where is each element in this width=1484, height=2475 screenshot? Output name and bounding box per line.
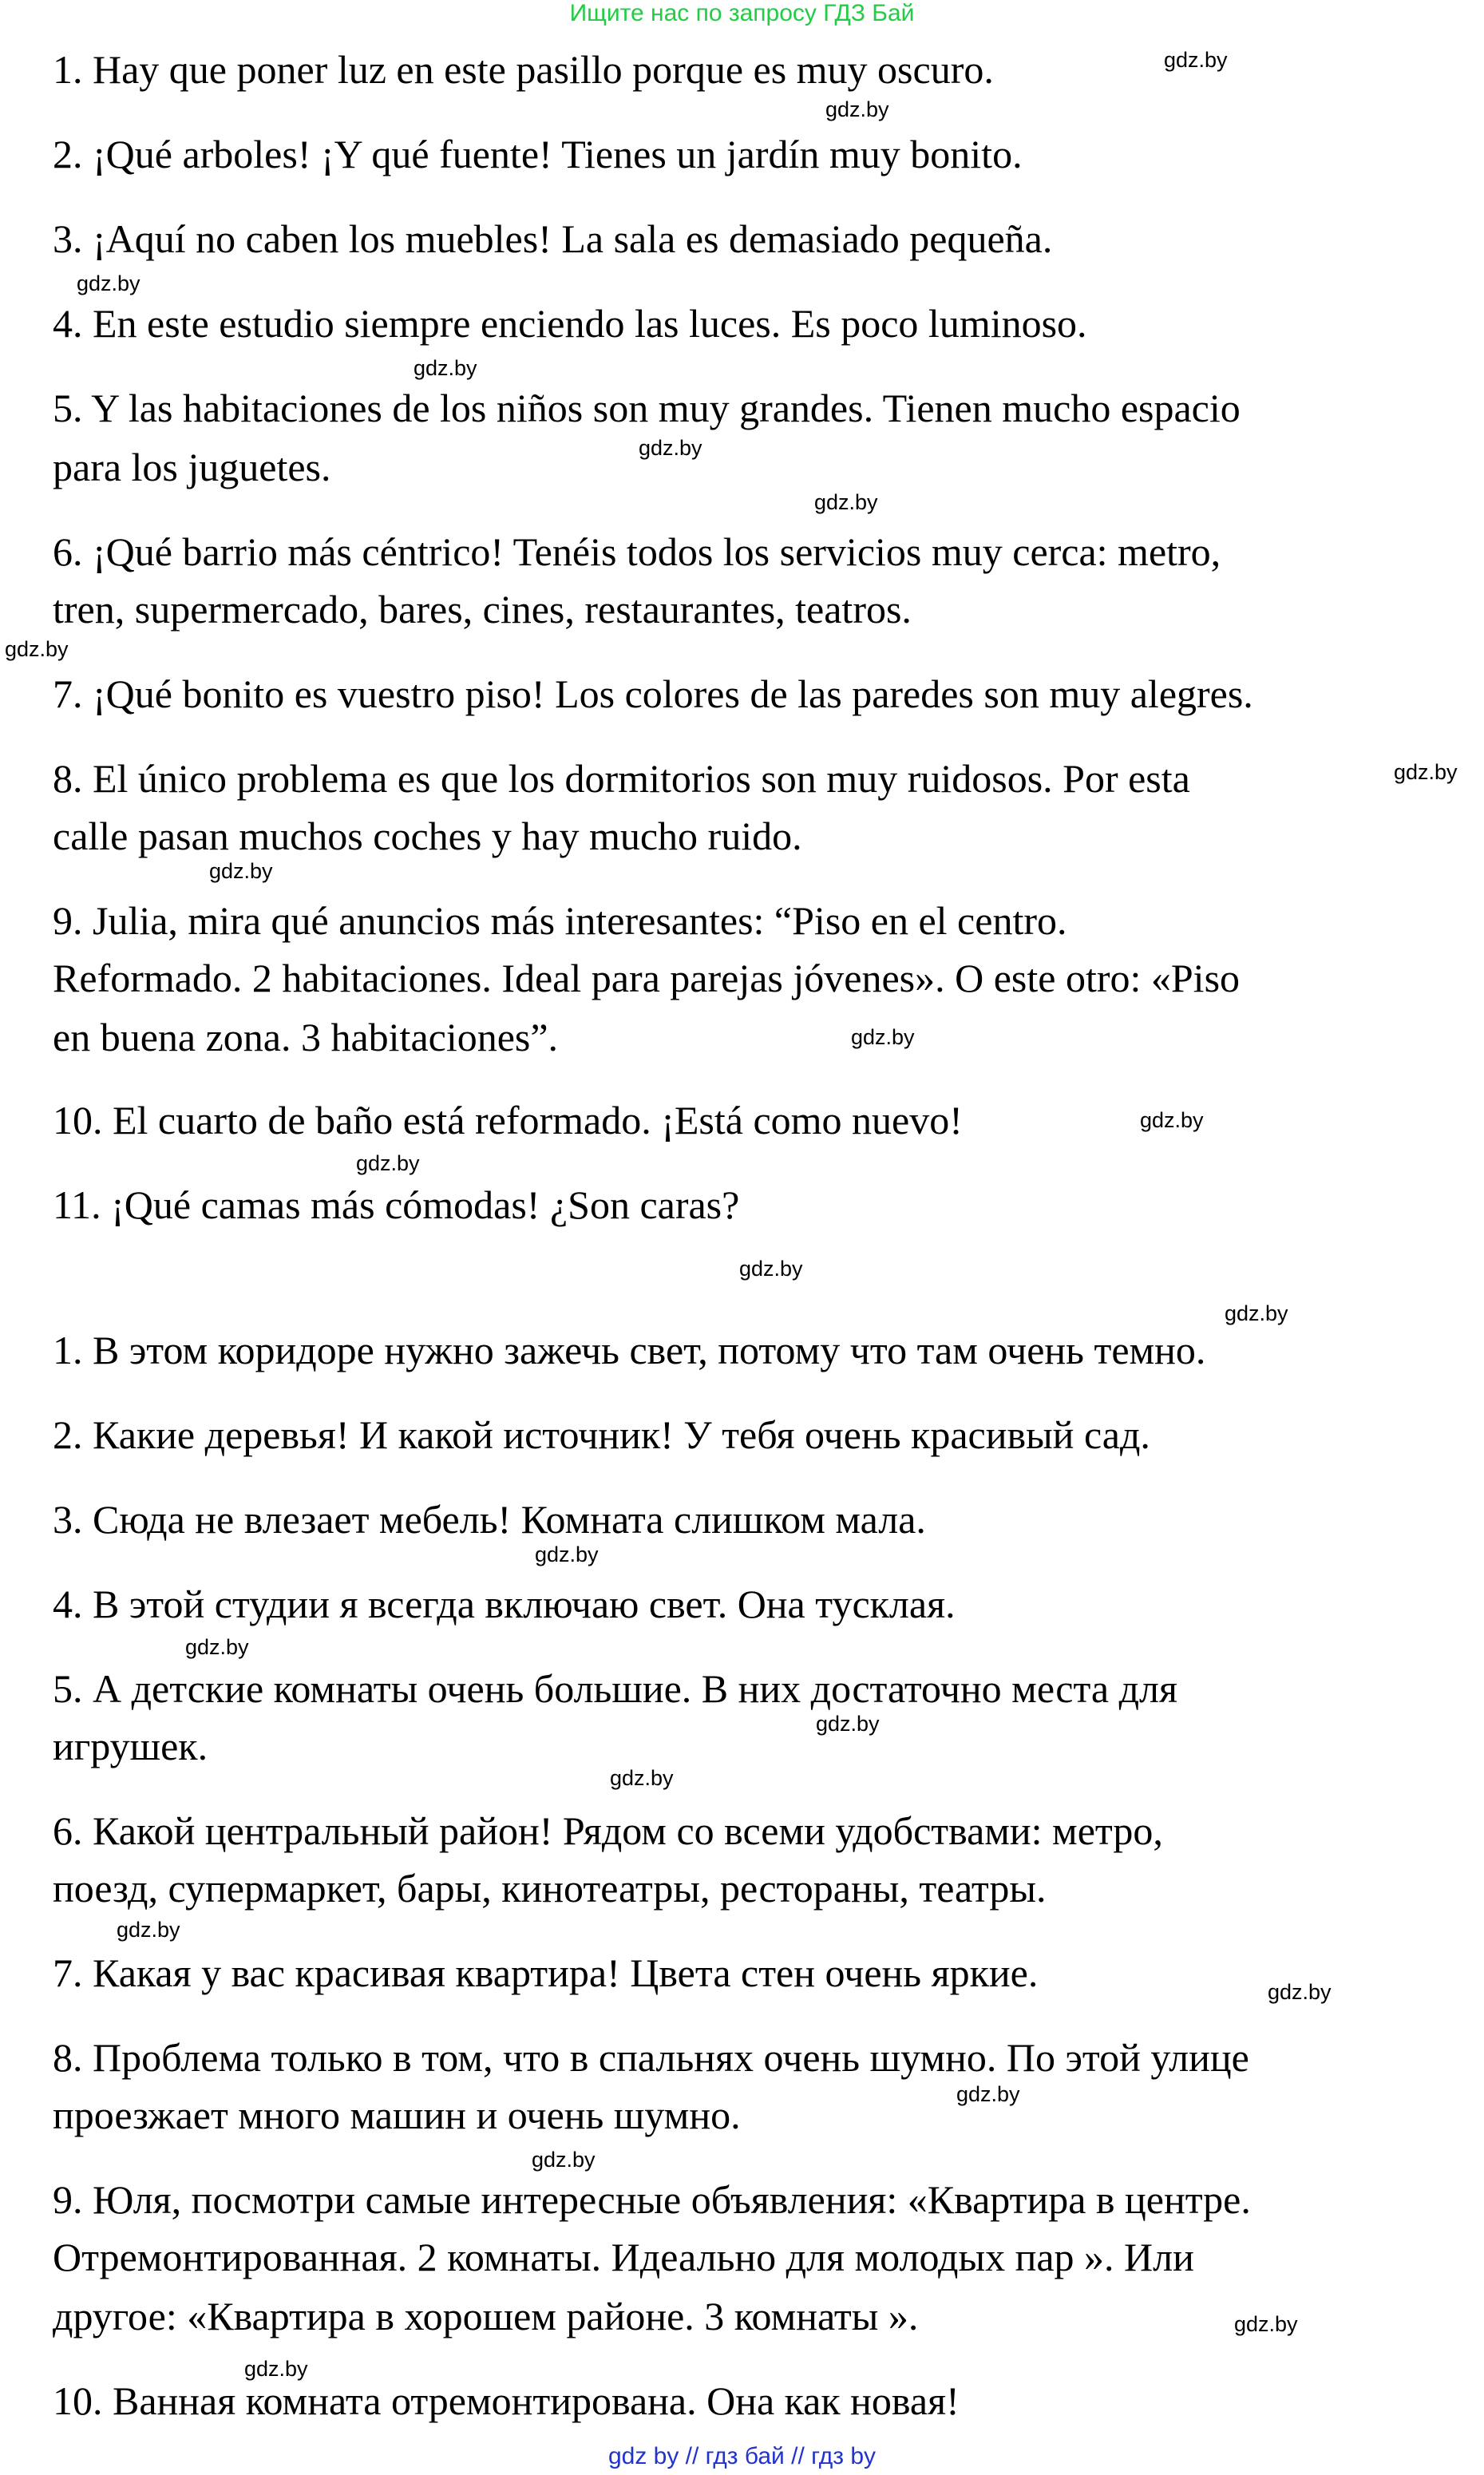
watermark: gdz.by (1164, 48, 1228, 72)
russian-line: другое: «Квартира в хорошем районе. 3 комнаты ». (53, 2294, 919, 2338)
russian-line: Отремонтированная. 2 комнаты. Идеально для молодых пар ». Или (53, 2235, 1194, 2279)
spanish-line: 2. ¡Qué arboles! ¡Y qué fuente! Tienes un jardín muy bonito. (53, 132, 1023, 176)
spanish-line: tren, supermercado, bares, cines, restaurantes, teatros. (53, 587, 912, 632)
watermark: gdz.by (209, 859, 273, 883)
spanish-line: 1. Hay que poner luz en este pasillo porque es muy oscuro. (53, 47, 994, 92)
watermark: gdz.by (414, 356, 477, 380)
spanish-line: 9. Julia, mira qué anuncios más interesantes: “Piso en el centro. (53, 898, 1067, 943)
russian-line: 4. В этой студии я всегда включаю свет. Она тусклая. (53, 1582, 956, 1626)
watermark: gdz.by (535, 1542, 599, 1566)
watermark: gdz.by (814, 490, 878, 514)
watermark: gdz.by (244, 2357, 308, 2381)
russian-line: 9. Юля, посмотри самые интересные объявления: «Квартира в центре. (53, 2177, 1251, 2222)
spanish-line: en buena zona. 3 habitaciones”. (53, 1015, 559, 1059)
watermark: gdz.by (816, 1712, 880, 1736)
russian-line: поезд, супермаркет, бары, кинотеатры, рестораны, театры. (53, 1866, 1047, 1911)
spanish-line: 3. ¡Aquí no caben los muebles! La sala es demasiado pequeña. (53, 216, 1053, 261)
site-footer: gdz by // гдз бай // гдз by (607, 2443, 877, 2469)
spanish-line: 5. Y las habitaciones de los niños son muy grandes. Tienen mucho espacio (53, 386, 1241, 430)
russian-line: 8. Проблема только в том, что в спальнях очень шумно. По этой улице (53, 2035, 1249, 2080)
watermark: gdz.by (1268, 1980, 1332, 2004)
watermark: gdz.by (532, 2148, 596, 2172)
spanish-line: calle pasan muchos coches y hay mucho ruido. (53, 814, 802, 858)
spanish-line: 10. El cuarto de baño está reformado. ¡Está como nuevo! (53, 1098, 963, 1142)
watermark: gdz.by (639, 436, 702, 460)
russian-line: проезжает много машин и очень шумно. (53, 2093, 741, 2137)
watermark: gdz.by (356, 1151, 420, 1175)
watermark: gdz.by (825, 97, 889, 121)
spanish-line: Reformado. 2 habitaciones. Ideal para parejas jóvenes». O este otro: «Piso (53, 956, 1241, 1000)
spanish-line: 4. En este estudio siempre enciendo las luces. Es poco luminoso. (53, 301, 1087, 346)
watermark: gdz.by (185, 1635, 249, 1659)
spanish-line: 8. El único problema es que los dormitorios son muy ruidosos. Por esta (53, 756, 1190, 801)
watermark: gdz.by (610, 1766, 674, 1790)
watermark: gdz.by (1225, 1301, 1288, 1325)
watermark: gdz.by (956, 2082, 1020, 2106)
russian-line: 7. Какая у вас красивая квартира! Цвета стен очень яркие. (53, 1950, 1039, 1995)
watermark: gdz.by (77, 271, 140, 295)
russian-line: 2. Какие деревья! И какой источник! У тебя очень красивый сад. (53, 1412, 1150, 1457)
watermark: gdz.by (1140, 1108, 1204, 1132)
russian-line: 1. В этом коридоре нужно зажечь свет, потому что там очень темно. (53, 1328, 1206, 1372)
russian-line: игрушек. (53, 1724, 208, 1768)
watermark: gdz.by (739, 1257, 803, 1281)
watermark: gdz.by (851, 1025, 915, 1049)
russian-line: 6. Какой центральный район! Рядом со всеми удобствами: метро, (53, 1808, 1163, 1853)
site-banner: Ищите нас по запросу ГДЗ Бай (569, 0, 915, 26)
spanish-line: 6. ¡Qué barrio más céntrico! Tenéis todos los servicios muy cerca: metro, (53, 529, 1221, 574)
watermark: gdz.by (1394, 760, 1458, 784)
watermark: gdz.by (117, 1918, 180, 1942)
spanish-line: 7. ¡Qué bonito es vuestro piso! Los colores de las paredes son muy alegres. (53, 671, 1253, 716)
watermark: gdz.by (1234, 2312, 1298, 2336)
watermark: gdz.by (5, 637, 69, 661)
russian-line: 10. Ванная комната отремонтирована. Она как новая! (53, 2378, 960, 2423)
russian-line: 3. Сюда не влезает мебель! Комната слишком мала. (53, 1497, 926, 1542)
spanish-line: 11. ¡Qué camas más cómodas! ¿Son caras? (53, 1182, 740, 1227)
russian-line: 5. А детские комнаты очень большие. В них достаточно места для (53, 1666, 1177, 1711)
spanish-line: para los juguetes. (53, 445, 331, 489)
